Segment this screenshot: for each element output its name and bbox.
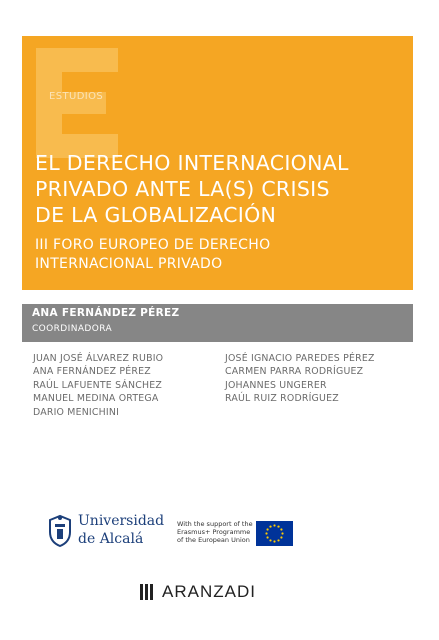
eu-flag-icon: [256, 521, 293, 546]
university-crest-icon: [46, 514, 74, 548]
title-line: DE LA GLOBALIZACIÓN: [35, 203, 277, 227]
eu-star: [266, 536, 268, 538]
author-name: DARIO MENICHINI: [33, 406, 120, 418]
author-name: ANA FERNÁNDEZ PÉREZ: [33, 366, 151, 378]
erasmus-line: With the support of the: [177, 520, 253, 528]
title-line: PRIVADO ANTE LA(S) CRISIS: [35, 177, 330, 201]
eu-star: [280, 536, 282, 538]
author-name: MANUEL MEDINA ORTEGA: [33, 393, 159, 405]
university-logo: [46, 512, 165, 552]
publisher-logo: [140, 582, 280, 604]
authors-right-column: [225, 352, 375, 406]
eu-star: [266, 528, 268, 530]
authors-left-column: [33, 352, 163, 419]
title-line: EL DERECHO INTERNACIONAL: [35, 151, 349, 175]
eu-star: [280, 528, 282, 530]
subtitle-line: INTERNACIONAL PRIVADO: [35, 256, 223, 272]
director-role: COORDINADORA: [32, 324, 113, 334]
eu-star: [277, 525, 279, 527]
eu-stars-icon: [256, 521, 293, 546]
university-line: de Alcalá: [78, 531, 144, 547]
publisher-bars-icon: [140, 584, 160, 600]
eu-star: [273, 524, 275, 526]
erasmus-line: Erasmus+ Programme: [177, 528, 251, 536]
eu-star: [277, 539, 279, 541]
eu-star: [281, 532, 283, 534]
erasmus-line: of the European Union: [177, 536, 250, 544]
erasmus-support-text: [177, 520, 253, 544]
book-subtitle: [35, 236, 395, 274]
author-name: CARMEN PARRA RODRÍGUEZ: [225, 366, 364, 378]
eu-star: [273, 540, 275, 542]
book-title: [35, 150, 405, 228]
series-label: ESTUDIOS: [49, 91, 104, 102]
author-name: JUAN JOSÉ ÁLVAREZ RUBIO: [33, 353, 164, 364]
university-line: Universidad: [78, 513, 165, 529]
author-name: JOSÉ IGNACIO PAREDES PÉREZ: [225, 353, 375, 364]
eu-star: [269, 525, 271, 527]
eu-star: [269, 539, 271, 541]
director-name: ANA FERNÁNDEZ PÉREZ: [32, 307, 180, 319]
series-letter-e-graphic: [36, 48, 118, 158]
author-name: RAÚL RUIZ RODRÍGUEZ: [225, 393, 339, 405]
publisher-name: ARANZADI: [162, 582, 256, 601]
eu-star: [265, 532, 267, 534]
author-name: JOHANNES UNGERER: [225, 379, 327, 391]
subtitle-line: III FORO EUROPEO DE DERECHO: [35, 237, 271, 253]
author-name: RAÚL LAFUENTE SÁNCHEZ: [33, 379, 162, 391]
university-name: [78, 512, 164, 548]
